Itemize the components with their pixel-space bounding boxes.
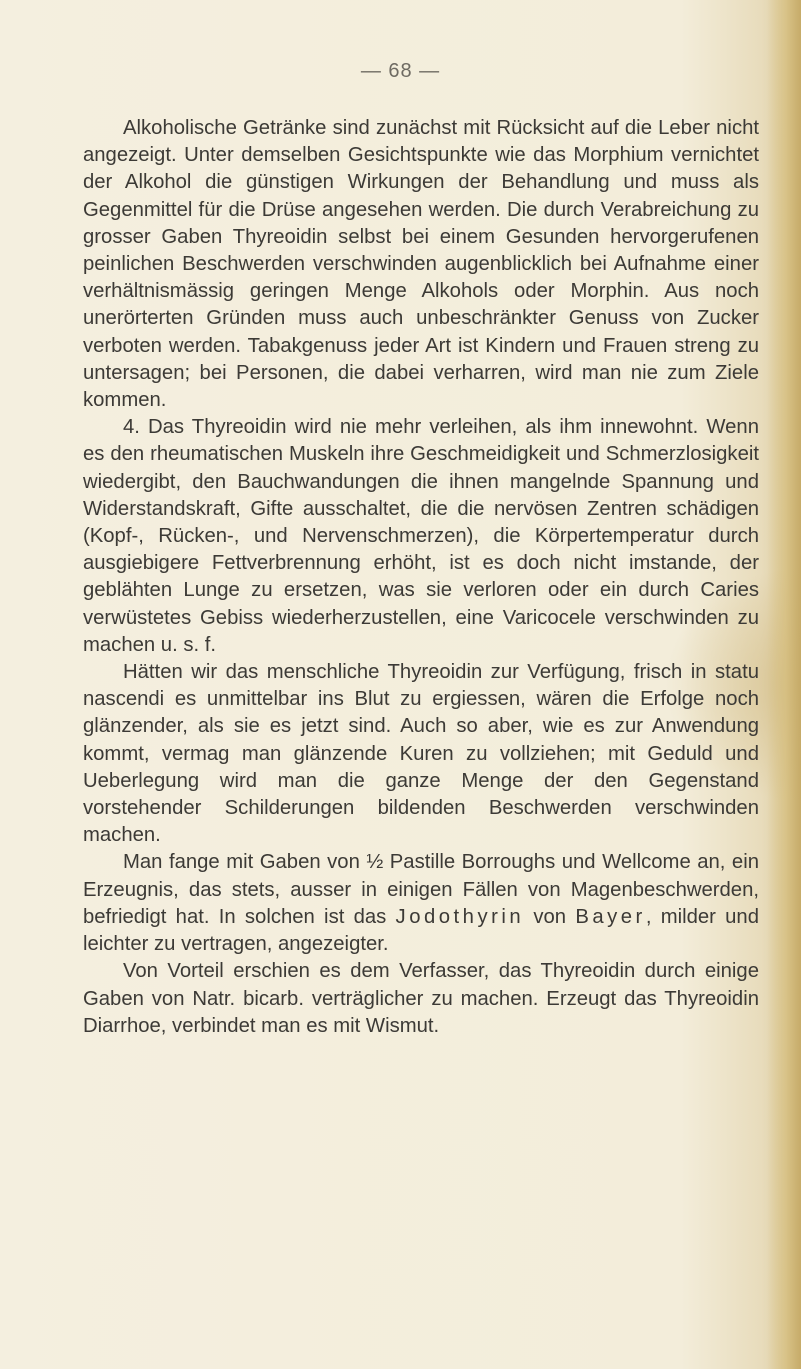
paragraph-1: Alkoholische Getränke sind zunächst mit Rücksicht auf die Leber nicht angezeigt. Unter demselben Gesichtspunkte wie das Morphium vernichtet der Alkohol die günstigen Wirkungen der Behandlung und muss als Gegenmittel für die Drüse angesehen werden. Die durch Verabreichung zu grosser Gaben Thyreoidin selbst bei einem Gesunden hervorgerufenen peinlichen Beschwerden verschwinden augenblicklich bei Aufnahme einer verhältnismässig geringen Menge Alkohols oder Morphin. Aus noch unerörterten Gründen muss auch unbeschränkter Genuss von Zucker verboten werden. Tabakgenuss jeder Art ist Kindern und Frauen streng zu untersagen; bei Personen, die dabei verharren, wird man nie zum Ziele kommen.	[83, 117, 759, 412]
paragraph-4-text-start: Man fange mit Gaben von ½ Pastille Borroughs und Wellcome an, ein Erzeugnis, das stets, ausser in einigen Fällen von Magenbeschwerden, befriedigt hat. In solchen ist das	[83, 851, 759, 928]
product-name-jodothyrin: Jodothyrin	[395, 905, 525, 928]
page-number: — 68 —	[360, 60, 441, 82]
manufacturer-name-bayer: Bayer	[575, 905, 646, 928]
paragraph-3: Hätten wir das menschliche Thyreoidin zur Verfügung, frisch in statu nascendi es unmittelbar ins Blut zu ergiessen, wären die Erfolge noch glänzender, als sie es jetzt sind. Auch so aber, wie es zur Anwendung kommt, vermag man glänzende Kuren zu vollziehen; mit Geduld und Ueberlegung wird man die ganze Menge der den Gegenstand vorstehender Schilderungen bildenden Beschwerden verschwinden machen.	[83, 661, 759, 847]
paragraph-4-text-end: , milder und leichter zu vertragen, angezeigter.	[83, 905, 759, 956]
paragraph-2: 4. Das Thyreoidin wird nie mehr verleihen, als ihm innewohnt. Wenn es den rheumatischen Muskeln ihre Geschmeidigkeit und Schmerzlosigkeit wiedergibt, den Bauchwandungen die ihnen mangelnde Spannung und Widerstandskraft, Gifte ausschaltet, die die nervösen Zentren schädigen (Kopf-, Rücken-, und Nervenschmerzen), die Körpertemperatur durch ausgiebigere Fettverbrennung erhöht, ist es doch nicht imstande, der geblähten Lunge zu ersetzen, was sie verloren oder ein durch Caries verwüstetes Gebiss wiederherzustellen, eine Varicocele verschwinden zu machen u. s. f.	[83, 416, 759, 656]
body-text	[83, 115, 759, 1040]
paragraph-5: Von Vorteil erschien es dem Verfasser, das Thyreoidin durch einige Gaben von Natr. bicarb. verträglicher zu machen. Erzeugt das Thyreoidin Diarrhoe, verbindet man es mit Wismut.	[83, 960, 759, 1037]
paragraph-4-text-von: von	[533, 905, 567, 928]
paragraph-4	[83, 849, 759, 958]
page-edge-shading	[767, 0, 801, 1369]
